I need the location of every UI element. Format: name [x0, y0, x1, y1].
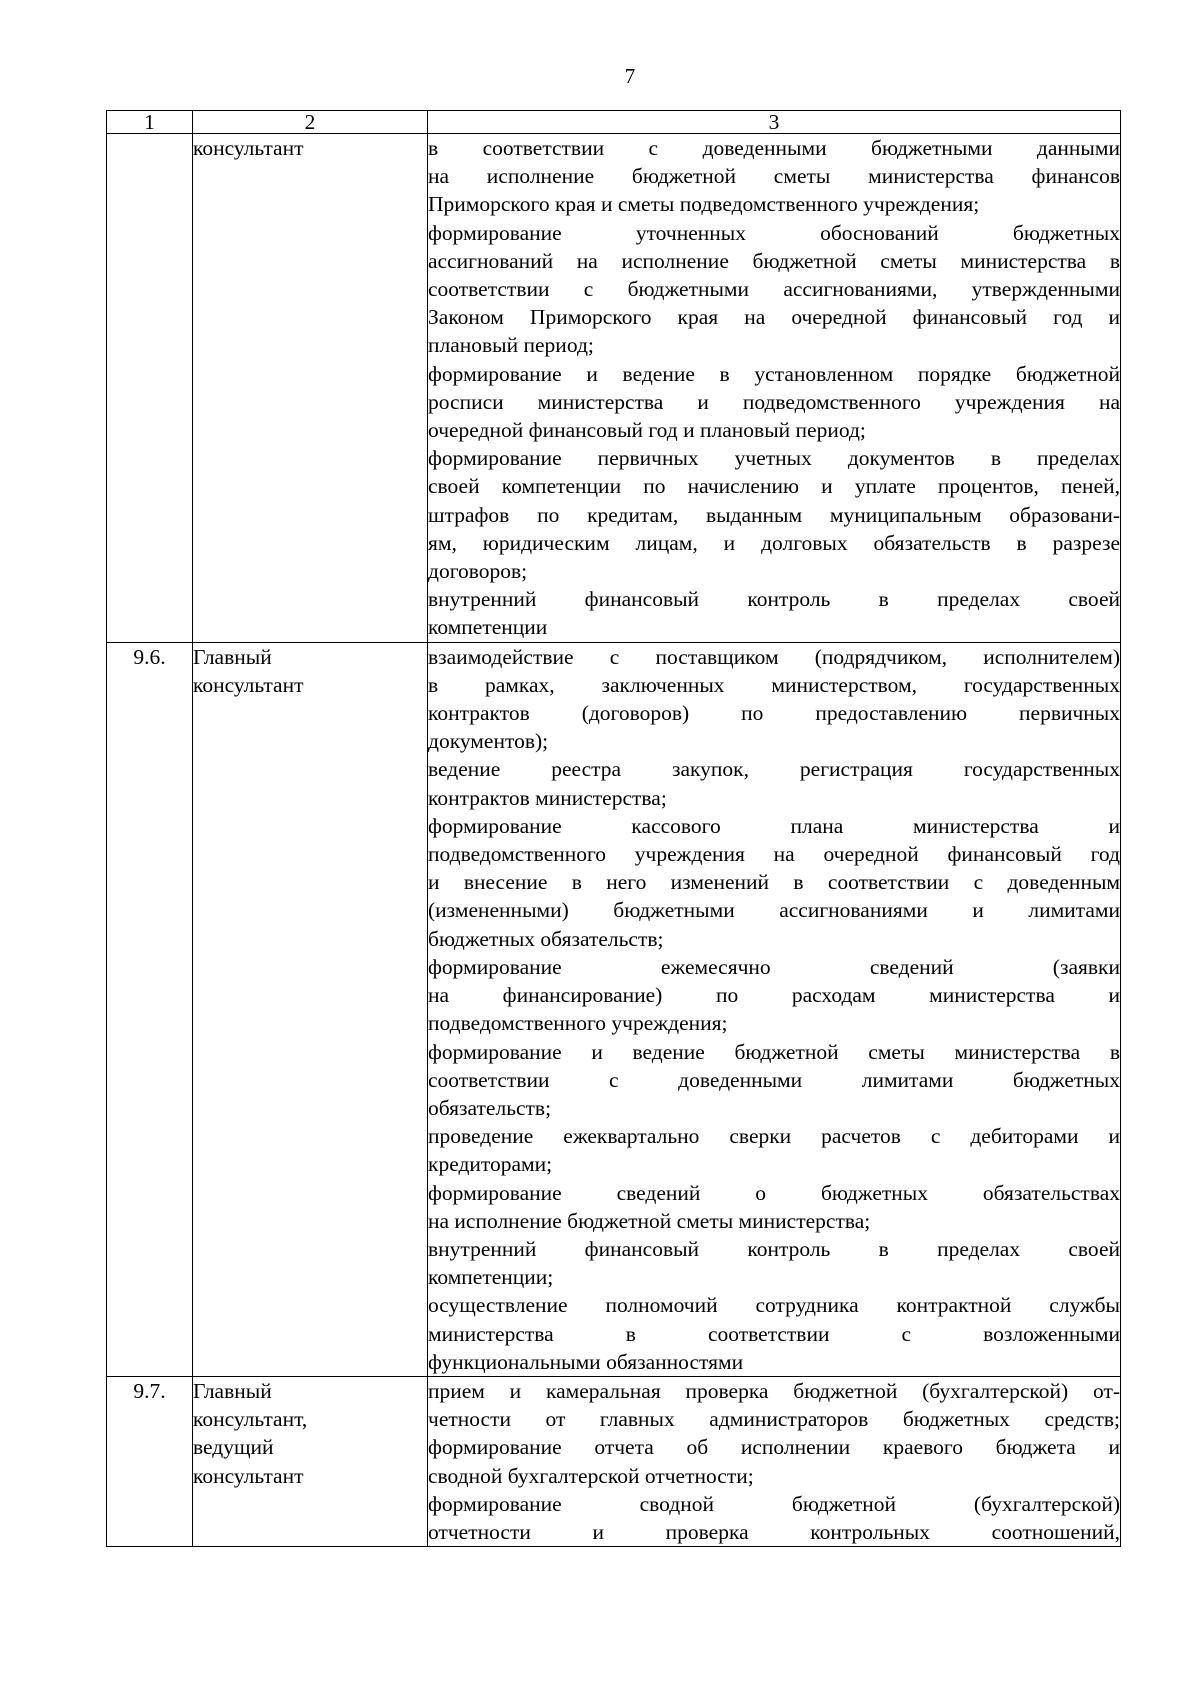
duty-text-line: плановый период; — [428, 333, 594, 358]
duty-text-line: компетенции — [428, 615, 548, 640]
duties-table — [106, 110, 1121, 1547]
duty-text-line: контрактов (договоров) по предоставлению первичных — [428, 701, 1120, 726]
duty-text-line: в соответствии с доведенными бюджетными данными — [428, 136, 1120, 160]
duty-text-line: формирование сведений о бюджетных обязательствах — [428, 1180, 1120, 1205]
duties-cell — [428, 1376, 1121, 1546]
column-header-2: 2 — [193, 111, 428, 134]
duty-text-line: (измененными) бюджетными ассигнованиями и лимитами — [428, 898, 1120, 923]
duty-text-line: функциональными обязанностями — [428, 1349, 744, 1374]
duty-text-line: подведомственного учреждения на очередной финансовый год — [428, 842, 1120, 867]
position-title-line: консультант — [193, 136, 304, 160]
duty-text-line: прием и камеральная проверка бюджетной (бухгалтерской) от- — [428, 1378, 1120, 1403]
duty-text-line: формирование ежемесячно сведений (заявки — [428, 954, 1120, 979]
duty-text-line: контрактов министерства; — [428, 785, 667, 810]
duty-text-line: сводной бухгалтерской отчетности; — [428, 1463, 754, 1488]
duty-text-line: и внесение в него изменений в соответствии с доведенным — [428, 870, 1120, 895]
duty-text-line: компетенции; — [428, 1265, 554, 1290]
column-header-1: 1 — [107, 111, 193, 134]
table-header-row — [107, 111, 1121, 134]
duty-text-line: четности от главных администраторов бюджетных средств; — [428, 1407, 1120, 1432]
duty-text-line: осуществление полномочий сотрудника контрактной службы — [428, 1293, 1120, 1318]
duty-text-line: формирование сводной бюджетной (бухгалтерской) — [428, 1491, 1120, 1516]
position-title-line: ведущий — [193, 1435, 274, 1460]
page-number: 7 — [624, 64, 636, 88]
duty-text-line: соответствии с бюджетными ассигнованиями, утвержденными — [428, 277, 1120, 302]
duty-text-line: Приморского края и сметы подведомственного учреждения; — [428, 192, 980, 217]
position-title-line: консультант, — [193, 1407, 308, 1432]
duty-text-line: своей компетенции по начислению и уплате процентов, пеней, — [428, 474, 1120, 499]
row-number: 9.7. — [107, 1376, 193, 1546]
duty-text-line: формирование кассового плана министерства и — [428, 813, 1120, 838]
duty-text-line: формирование и ведение в установленном порядке бюджетной — [428, 361, 1120, 386]
duty-text-line: формирование отчета об исполнении краевого бюджета и — [428, 1435, 1120, 1460]
duty-text-line: формирование первичных учетных документов в пределах — [428, 446, 1120, 471]
duty-text-line: очередной финансовый год и плановый период; — [428, 418, 866, 443]
column-header-3: 3 — [428, 111, 1121, 134]
duty-text-line: отчетности и проверка контрольных соотношений, — [428, 1519, 1120, 1544]
duty-text-line: штрафов по кредитам, выданным муниципальным образовани- — [428, 502, 1120, 527]
duties-cell — [428, 642, 1121, 1376]
duty-text-line: ям, юридическим лицам, и долговых обязательств в разрезе — [428, 530, 1120, 555]
position-cell — [193, 1376, 428, 1546]
duty-text-line: Законом Приморского края на очередной финансовый год и — [428, 305, 1120, 330]
duty-text-line: министерства в соответствии с возложенными — [428, 1321, 1120, 1346]
duty-text-line: подведомственного учреждения; — [428, 1011, 728, 1036]
duty-text-line: на финансирование) по расходам министерства и — [428, 983, 1120, 1008]
table-row — [107, 1376, 1121, 1546]
duty-text-line: росписи министерства и подведомственного учреждения на — [428, 389, 1120, 414]
position-title-line: Главный — [193, 1378, 272, 1403]
table-body — [107, 134, 1121, 1547]
duty-text-line: ведение реестра закупок, регистрация государственных — [428, 757, 1120, 782]
duty-text-line: договоров; — [428, 559, 528, 584]
row-number — [107, 134, 193, 643]
duty-text-line: внутренний финансовый контроль в пределах своей — [428, 1236, 1120, 1261]
position-title-line: консультант — [193, 1463, 304, 1488]
table-row — [107, 134, 1121, 643]
duties-cell — [428, 134, 1121, 643]
duty-text-line: на исполнение бюджетной сметы министерства; — [428, 1208, 871, 1233]
row-number: 9.6. — [107, 642, 193, 1376]
duty-text-line: в рамках, заключенных министерством, государственных — [428, 672, 1120, 697]
duty-text-line: формирование и ведение бюджетной сметы министерства в — [428, 1039, 1120, 1064]
position-cell — [193, 134, 428, 643]
duty-text-line: документов); — [428, 729, 549, 754]
duty-text-line: взаимодействие с поставщиком (подрядчиком, исполнителем) — [428, 644, 1120, 669]
duty-text-line: обязательств; — [428, 1095, 552, 1120]
duty-text-line: на исполнение бюджетной сметы министерства финансов — [428, 164, 1120, 189]
duty-text-line: проведение ежеквартально сверки расчетов с дебиторами и — [428, 1124, 1120, 1149]
table-row — [107, 642, 1121, 1376]
duty-text-line: внутренний финансовый контроль в пределах своей — [428, 587, 1120, 612]
duty-text-line: формирование уточненных обоснований бюджетных — [428, 220, 1120, 245]
duty-text-line: соответствии с доведенными лимитами бюджетных — [428, 1067, 1120, 1092]
duty-text-line: кредиторами; — [428, 1152, 553, 1177]
position-title-line: Главный — [193, 644, 272, 669]
duty-text-line: бюджетных обязательств; — [428, 926, 664, 951]
position-cell — [193, 642, 428, 1376]
position-title-line: консультант — [193, 672, 304, 697]
duty-text-line: ассигнований на исполнение бюджетной сметы министерства в — [428, 248, 1120, 273]
